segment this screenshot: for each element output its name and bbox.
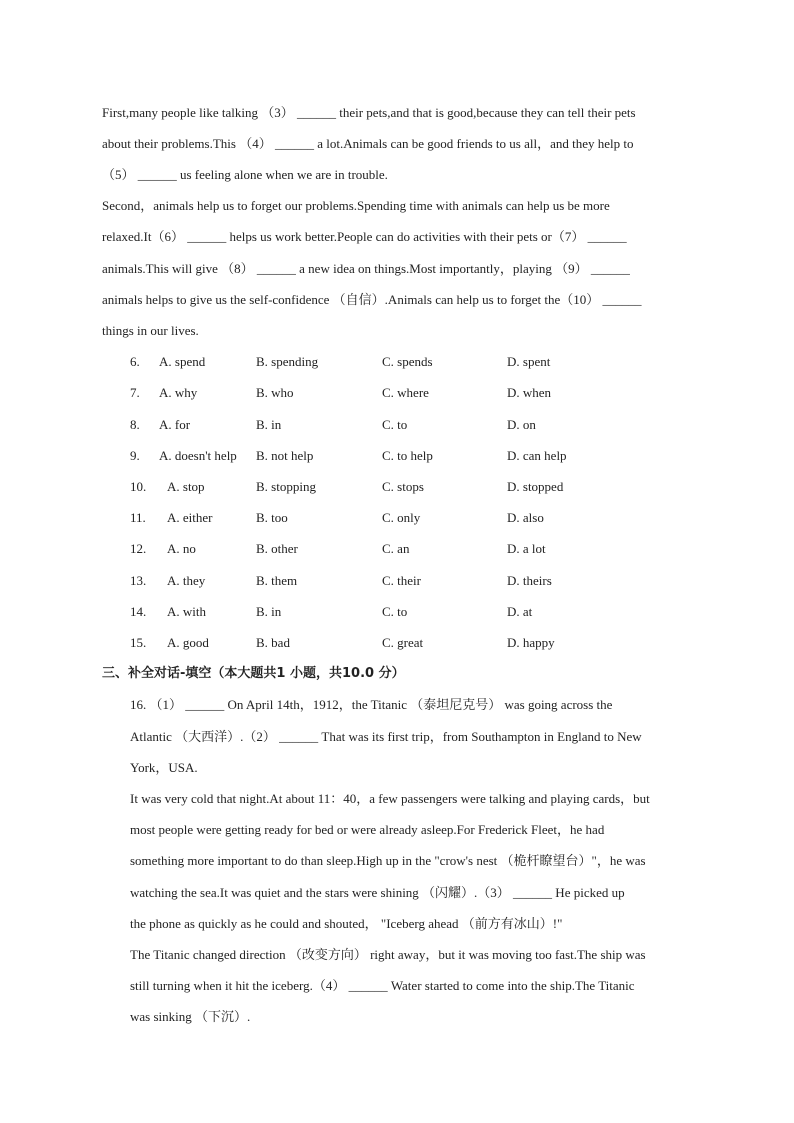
option-c: C. their [382, 573, 421, 588]
option-c: C. great [382, 635, 424, 650]
option-b: B. them [256, 573, 298, 588]
option-d: D. also [507, 510, 544, 525]
passage-line: Atlantic （大西洋）.（2） ______ That was its first trip，from Southampton in England to New [130, 729, 642, 744]
option-b: B. too [256, 510, 288, 525]
passage-line: It was very cold that night.At about 11：40，a few passengers were talking and playing cards，but [130, 791, 650, 806]
option-b: B. in [256, 417, 282, 432]
option-d: D. spent [507, 354, 551, 369]
option-c: C. spends [382, 354, 433, 369]
option-c: C. an [382, 541, 410, 556]
option-d: D. stopped [507, 479, 564, 494]
option-a: A. they [167, 573, 206, 588]
option-a: A. good [167, 635, 209, 650]
section-info-suffix: 分） [374, 666, 405, 681]
passage-line: First,many people like talking （3） ______ their pets,and that is good,because they can tell their pets [102, 105, 636, 120]
option-d: D. at [507, 604, 533, 619]
passage-line: things in our lives. [102, 323, 199, 338]
section-info-mid: 小题，共 [285, 666, 342, 681]
passage-line: Second，animals help us to forget our problems.Spending time with animals can help us be more [102, 198, 610, 213]
option-b: B. bad [256, 635, 290, 650]
option-c: C. stops [382, 479, 424, 494]
option-b: B. in [256, 604, 282, 619]
question-number: 6. [130, 354, 140, 369]
option-d: D. can help [507, 448, 567, 463]
option-a: A. for [159, 417, 191, 432]
passage-line: was sinking （下沉）. [130, 1009, 251, 1024]
passage-line: The Titanic changed direction （改变方向） right away，but it was moving too fast.The ship was [130, 947, 646, 962]
passage-line: relaxed.It（6） ______ helps us work better.People can do activities with their pets or（7） ______ [102, 229, 627, 244]
passage-line: 16. （1） ______ On April 14th，1912，the Titanic （泰坦尼克号） was going across the [130, 697, 613, 712]
question-number: 12. [130, 541, 147, 556]
option-c: C. to [382, 417, 408, 432]
section-heading [102, 665, 405, 683]
passage-line: something more important to do than sleep.High up in the "crow's nest （桅杆瞭望台）"，he was [130, 853, 646, 868]
question-number: 8. [130, 417, 140, 432]
passage-line: most people were getting ready for bed or were already asleep.For Frederick Fleet，he had [130, 822, 605, 837]
question-number: 14. [130, 604, 147, 619]
question-number: 10. [130, 479, 147, 494]
passage-line: animals.This will give （8） ______ a new idea on things.Most importantly，playing （9） ______ [102, 261, 630, 276]
option-b: B. spending [256, 354, 319, 369]
option-a: A. no [167, 541, 196, 556]
option-c: C. only [382, 510, 421, 525]
question-number: 7. [130, 385, 140, 400]
option-d: D. when [507, 385, 552, 400]
question-number: 15. [130, 635, 147, 650]
option-c: C. where [382, 385, 429, 400]
option-c: C. to help [382, 448, 433, 463]
option-a: A. with [167, 604, 206, 619]
option-b: B. who [256, 385, 294, 400]
section-title: 三、补全对话-填空 [102, 666, 212, 681]
passage-line: still turning when it hit the iceberg.（4） ______ Water started to come into the ship.The Titanic [130, 978, 635, 993]
question-number: 13. [130, 573, 147, 588]
option-d: D. theirs [507, 573, 552, 588]
option-d: D. a lot [507, 541, 546, 556]
option-c: C. to [382, 604, 408, 619]
option-b: B. other [256, 541, 298, 556]
option-b: B. not help [256, 448, 314, 463]
passage-line: （5） ______ us feeling alone when we are in trouble. [102, 167, 388, 182]
passage-line: the phone as quickly as he could and shouted， "Iceberg ahead （前方有冰山）!" [130, 916, 563, 931]
passage-line: York，USA. [130, 760, 198, 775]
option-a: A. spend [159, 354, 206, 369]
passage-line: animals helps to give us the self-confidence （自信）.Animals can help us to forget the（10） ______ [102, 292, 642, 307]
option-a: A. stop [167, 479, 205, 494]
option-d: D. happy [507, 635, 555, 650]
passage-line: watching the sea.It was quiet and the stars were shining （闪耀）.（3） ______ He picked up [130, 885, 625, 900]
section-score: 10.0 [342, 666, 375, 681]
option-a: A. either [167, 510, 213, 525]
question-number: 9. [130, 448, 140, 463]
question-number: 11. [130, 510, 146, 525]
section-question-count: 1 [276, 666, 286, 681]
option-a: A. doesn't help [159, 448, 237, 463]
option-a: A. why [159, 385, 198, 400]
passage-line: about their problems.This （4） ______ a lot.Animals can be good friends to us all，and they help to [102, 136, 634, 151]
option-d: D. on [507, 417, 536, 432]
option-b: B. stopping [256, 479, 316, 494]
section-info-prefix: （本大题共 [211, 666, 277, 681]
